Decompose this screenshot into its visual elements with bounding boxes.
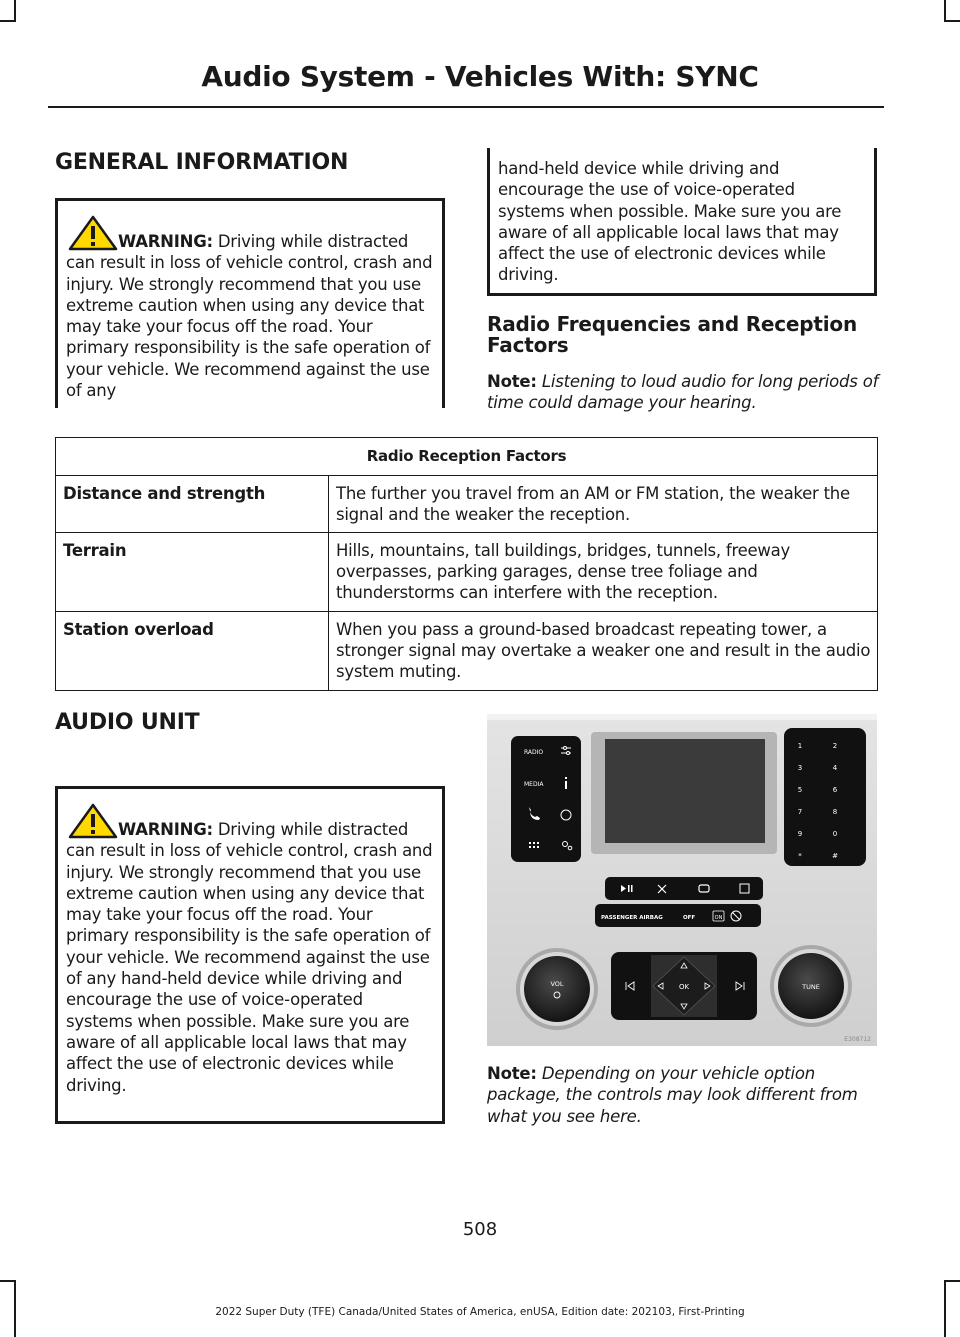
running-title: Audio System - Vehicles With: SYNC <box>201 60 759 93</box>
keypad-key: 8 <box>832 808 838 816</box>
warning-label: WARNING: <box>118 232 213 251</box>
crop-mark <box>0 20 16 22</box>
note-text: Listening to loud audio for long periods of time could damage your hearing. <box>487 372 879 413</box>
keypad-key: 3 <box>797 764 803 772</box>
note-label: Note: <box>487 1064 537 1083</box>
keypad-key: 0 <box>832 830 838 838</box>
keypad-key: 2 <box>832 742 838 750</box>
note-label: Note: <box>487 372 537 391</box>
description-cell: When you pass a ground-based broadcast repeating tower, a stronger signal may overtake a weaker one and result in the audio system muting. <box>329 612 878 691</box>
description-cell: The further you travel from an AM or FM station, the weaker the signal and the weaker the reception. <box>329 476 878 533</box>
media-button-label: MEDIA <box>524 781 544 788</box>
warning-box-audio-unit <box>55 786 445 1124</box>
airbag-on-label: ON <box>714 915 723 921</box>
keypad-key: 6 <box>832 786 838 794</box>
radio-button-label: RADIO <box>524 749 544 756</box>
warning-text: Driving while distracted can result in loss of vehicle control, crash and injury. We strongly recommend that you use extreme caution when using any device that may take your focus off the road. Your primary responsibility is the safe operation of your vehicle. We recommend against the use of any hand-held device while driving and encourage the use of voice-operated systems when possible. Make sure you are aware of all applicable local laws that may affect the use of electronic devices while driving. <box>66 820 433 1095</box>
general-information-heading: GENERAL INFORMATION <box>55 150 349 175</box>
controls-note <box>487 1063 877 1127</box>
keypad-key: # <box>832 852 838 860</box>
description-cell: Hills, mountains, tall buildings, bridges, tunnels, freeway overpasses, parking garages, dense tree foliage and thunderstorms can interfere with the reception. <box>329 533 878 612</box>
ok-button-label: OK <box>678 983 690 991</box>
keypad-key: 7 <box>797 808 803 816</box>
edition-footer: 2022 Super Duty (TFE) Canada/United States of America, enUSA, Edition date: 202103, First-Printing <box>215 1306 745 1318</box>
info-icon <box>565 777 567 789</box>
audio-unit-heading: AUDIO UNIT <box>55 710 200 735</box>
factor-cell: Terrain <box>56 533 329 612</box>
volume-knob-label: VOL <box>550 980 564 988</box>
tune-knob-label: TUNE <box>802 983 820 991</box>
audio-unit-illustration <box>487 714 877 1046</box>
keypad-key: 4 <box>832 764 838 772</box>
airbag-off-label: OFF <box>683 915 696 921</box>
warning-triangle-icon <box>68 803 118 839</box>
factor-cell: Station overload <box>56 612 329 691</box>
figure-code: E308712 <box>844 1036 871 1043</box>
hearing-note <box>487 371 882 414</box>
keypad-key: 9 <box>797 830 803 838</box>
header-rule <box>48 106 884 108</box>
keypad-key: * <box>798 852 802 860</box>
warning-text: Driving while distracted can result in loss of vehicle control, crash and injury. We strongly recommend that you use extreme caution when using any device that may take your focus off the road. Your primary responsibility is the safe operation of your vehicle. We recommend against the use of any <box>66 232 433 401</box>
crop-mark <box>944 1280 960 1282</box>
crop-mark <box>14 0 16 22</box>
radio-frequencies-heading: Radio Frequencies and Reception Factors <box>487 312 857 357</box>
warning-triangle-icon <box>68 215 118 251</box>
keypad-key: 1 <box>797 742 803 750</box>
page-number: 508 <box>462 1219 498 1240</box>
warning-text-continued: hand-held device while driving and encourage the use of voice-operated systems when possible. Make sure you are aware of all applicable local laws that may affect the use of electronic devices while driving. <box>498 159 842 285</box>
keypad-key: 5 <box>797 786 803 794</box>
table-row <box>56 476 878 533</box>
passenger-airbag-label: PASSENGER AIRBAG <box>601 915 663 921</box>
warning-label: WARNING: <box>118 820 213 839</box>
warning-box-general <box>55 198 445 408</box>
table-row <box>56 533 878 612</box>
crop-mark <box>944 0 946 22</box>
table-title: Radio Reception Factors <box>56 438 878 476</box>
warning-box-general-continued <box>487 148 877 296</box>
factor-cell: Distance and strength <box>56 476 329 533</box>
crop-mark <box>0 1280 16 1282</box>
note-text: Depending on your vehicle option package, the controls may look different from what you see here. <box>487 1064 858 1126</box>
table-row <box>56 612 878 691</box>
radio-reception-factors-table <box>55 437 878 691</box>
crop-mark <box>944 20 960 22</box>
